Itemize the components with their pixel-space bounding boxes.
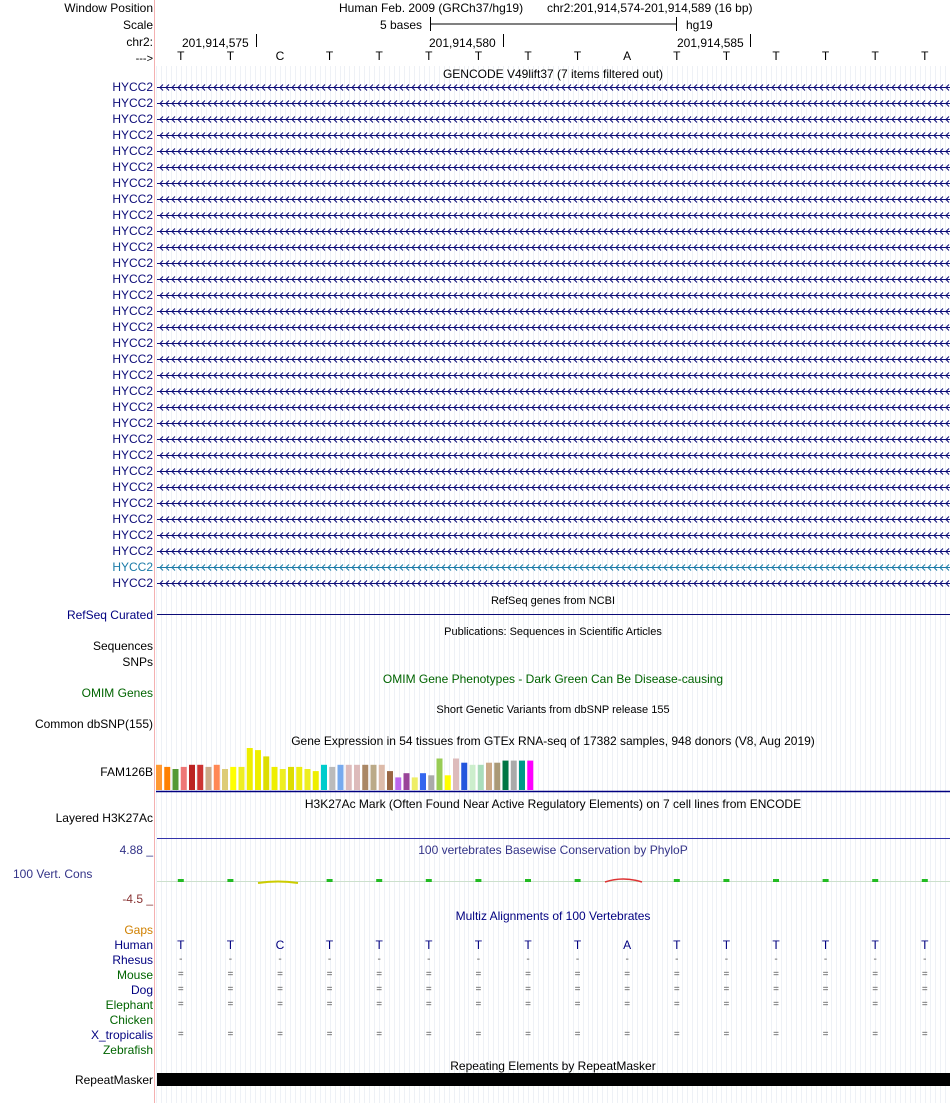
omim-track-title: OMIM Gene Phenotypes - Dark Green Can Be Disease-causing <box>382 672 724 686</box>
base-letter: T <box>524 49 532 63</box>
alignment-base: = <box>376 999 383 1010</box>
alignment-base: = <box>227 1029 234 1040</box>
gtex-tissue-bar <box>222 769 228 790</box>
gencode-gene-label: HYCC2 <box>112 320 153 334</box>
gtex-tissue-bar <box>511 761 517 790</box>
gtex-tissue-bar <box>486 763 492 790</box>
alignment-base: = <box>425 999 432 1010</box>
gencode-gene-label: HYCC2 <box>112 192 153 206</box>
alignment-base: - <box>327 954 332 965</box>
gtex-tissue-bar <box>255 750 261 790</box>
gencode-gene-label: HYCC2 <box>112 80 153 94</box>
alignment-base: = <box>723 1029 730 1040</box>
species-label: Dog <box>130 983 153 997</box>
species-label: Chicken <box>109 1013 153 1027</box>
alignment-base: = <box>872 999 879 1010</box>
gtex-tissue-bar <box>519 761 525 790</box>
gencode-gene-label: HYCC2 <box>112 224 153 238</box>
alignment-base: = <box>624 1029 631 1040</box>
alignment-base: = <box>773 1029 779 1040</box>
gencode-gene-label: HYCC2 <box>112 112 153 126</box>
alignment-base: = <box>872 984 879 995</box>
alignment-base: = <box>822 1029 829 1040</box>
assembly-short: hg19 <box>686 18 713 32</box>
omim-track-label[interactable]: OMIM Genes <box>81 686 153 700</box>
gtex-track-title: Gene Expression in 54 tissues from GTEx RNA-seq of 17382 samples, 948 donors (V8, Aug 2019) <box>291 734 815 748</box>
gtex-tissue-bar <box>453 759 459 791</box>
gencode-gene-label: HYCC2 <box>112 240 153 254</box>
gencode-gene-label: HYCC2 <box>112 144 153 158</box>
alignment-base: = <box>525 999 531 1010</box>
alignment-base: = <box>326 969 333 980</box>
alignment-base: = <box>822 969 829 980</box>
alignment-base: = <box>822 999 829 1010</box>
alignment-base: = <box>326 999 333 1010</box>
alignment-base: = <box>475 1029 482 1040</box>
gtex-tissue-bar <box>329 767 335 790</box>
phylop-score-mark <box>178 879 184 882</box>
alignment-base: = <box>326 984 333 995</box>
gencode-gene-label: HYCC2 <box>112 464 153 478</box>
gtex-tissue-bar <box>305 769 311 790</box>
alignment-base: = <box>425 969 432 980</box>
gencode-gene-label: HYCC2 <box>112 304 153 318</box>
chr-label: chr2: <box>126 35 153 49</box>
gtex-tissue-bar <box>354 765 360 790</box>
phylop-score-mark <box>525 879 531 882</box>
alignment-base: = <box>921 984 928 995</box>
gencode-gene-label: HYCC2 <box>112 528 153 542</box>
phylop-score-mark <box>773 879 779 882</box>
gtex-tissue-bar <box>387 771 393 790</box>
base-letter: T <box>673 49 681 63</box>
gtex-tissue-bar <box>296 767 302 790</box>
base-letter: T <box>573 49 582 63</box>
gtex-tissue-bar <box>437 759 443 791</box>
window-position-label: Window Position <box>64 1 153 15</box>
gtex-tissue-bar <box>156 765 162 790</box>
gencode-gene-label: HYCC2 <box>112 272 153 286</box>
scale-label: Scale <box>122 18 153 32</box>
alignment-base: A <box>623 938 632 952</box>
alignment-base: = <box>227 999 234 1010</box>
alignment-base: = <box>177 984 184 995</box>
gencode-gene-label: HYCC2 <box>112 256 153 270</box>
alignment-base: = <box>177 1029 184 1040</box>
alignment-base: = <box>773 999 779 1010</box>
alignment-base: = <box>673 969 680 980</box>
base-letter: T <box>921 49 929 63</box>
repeatmasker-block <box>157 1073 950 1086</box>
phylop-score-mark <box>922 879 928 882</box>
alignment-base: T <box>325 938 334 952</box>
sequences-track-label[interactable]: Sequences <box>92 639 153 653</box>
alignment-base: - <box>873 954 877 965</box>
alignment-base: = <box>277 969 283 980</box>
gtex-tissue-bar <box>428 775 434 790</box>
phylop-score-mark <box>227 879 233 882</box>
alignment-base: = <box>475 999 482 1010</box>
alignment-base: - <box>377 954 381 965</box>
alignment-base: = <box>921 999 928 1010</box>
gencode-gene-label: HYCC2 <box>112 128 153 142</box>
phylop-track-title: 100 vertebrates Basewise Conservation by PhyloP <box>418 843 688 857</box>
alignment-base: = <box>773 969 779 980</box>
phylop-score-mark <box>674 879 680 882</box>
alignment-base: - <box>179 954 183 965</box>
gtex-tissue-bar <box>404 773 410 790</box>
gtex-tissue-bar <box>371 765 377 790</box>
gtex-tissue-bar <box>395 777 401 790</box>
assembly-title: Human Feb. 2009 (GRCh37/hg19) <box>339 1 524 15</box>
gtex-tissue-bar <box>272 767 278 790</box>
alignment-base: = <box>921 1029 928 1040</box>
gencode-gene-label: HYCC2 <box>112 368 153 382</box>
gtex-tissue-bar <box>181 767 187 790</box>
alignment-base: = <box>525 969 531 980</box>
alignment-base: = <box>425 1029 432 1040</box>
phylop-track-label[interactable]: 100 Vert. Cons <box>13 867 93 881</box>
phylop-score-mark <box>376 879 382 882</box>
repeatmasker-track-label[interactable]: RepeatMasker <box>74 1073 153 1087</box>
alignment-base: = <box>475 984 482 995</box>
alignment-base: - <box>476 954 481 965</box>
alignment-base: = <box>723 999 730 1010</box>
species-label: X_tropicalis <box>90 1028 153 1042</box>
base-letter: T <box>474 49 483 63</box>
refseq-track-title: RefSeq genes from NCBI <box>490 595 616 607</box>
gtex-tissue-bar <box>173 769 179 790</box>
species-label: Human <box>114 938 153 952</box>
alignment-base: = <box>376 969 383 980</box>
h3k27ac-track-title: H3K27Ac Mark (Often Found Near Active Regulatory Elements) on 7 cell lines from ENCODE <box>304 797 802 811</box>
gencode-gene-label: HYCC2 <box>112 480 153 494</box>
alignment-base: = <box>624 984 631 995</box>
dbsnp-track-label[interactable]: Common dbSNP(155) <box>34 717 153 731</box>
species-label: Elephant <box>105 998 153 1012</box>
base-letter: T <box>722 49 731 63</box>
phylop-score-mark <box>327 879 333 882</box>
gtex-tissue-bar <box>189 765 195 790</box>
alignment-base: T <box>722 938 731 952</box>
gencode-gene-label: HYCC2 <box>112 96 153 110</box>
alignment-base: = <box>673 984 680 995</box>
alignment-base: = <box>177 999 184 1010</box>
base-letter: C <box>275 49 285 63</box>
alignment-base: = <box>921 969 928 980</box>
gtex-tissue-bar <box>239 767 245 790</box>
gtex-tissue-bar <box>230 767 236 790</box>
h3k27ac-track-label[interactable]: Layered H3K27Ac <box>55 811 153 825</box>
base-letter: T <box>772 49 780 63</box>
gtex-tissue-bar <box>420 773 426 790</box>
alignment-base: = <box>227 984 234 995</box>
gencode-gene-label: HYCC2 <box>112 432 153 446</box>
alignment-base: = <box>624 999 631 1010</box>
phylop-min-label: -4.5 _ <box>122 892 153 906</box>
dbsnp-track-title: Short Genetic Variants from dbSNP release 155 <box>436 704 670 716</box>
gtex-tissue-bar <box>346 765 352 790</box>
gtex-tissue-bar <box>214 765 220 790</box>
refseq-track-label[interactable]: RefSeq Curated <box>66 608 153 622</box>
alignment-base: = <box>376 984 383 995</box>
alignment-base: T <box>375 938 383 952</box>
alignment-base: - <box>526 954 530 965</box>
alignment-base: = <box>425 984 432 995</box>
species-label: Zebrafish <box>102 1043 153 1057</box>
alignment-base: T <box>573 938 582 952</box>
gencode-gene-label: HYCC2 <box>112 496 153 510</box>
alignment-base: = <box>475 969 482 980</box>
gtex-tissue-bar <box>263 756 269 790</box>
gencode-gene-label: HYCC2 <box>112 208 153 222</box>
scale-text: 5 bases <box>380 18 423 32</box>
gtex-tissue-bar <box>503 761 509 790</box>
gencode-gene-label: HYCC2 <box>112 160 153 174</box>
gtex-tissue-bar <box>321 765 327 790</box>
alignment-base: = <box>177 969 184 980</box>
alignment-base: - <box>823 954 828 965</box>
gtex-tissue-bar <box>478 765 484 790</box>
alignment-base: - <box>724 954 729 965</box>
alignment-base: - <box>427 954 431 965</box>
alignment-base: T <box>524 938 532 952</box>
multiz-track-title: Multiz Alignments of 100 Vertebrates <box>455 909 651 923</box>
alignment-base: = <box>723 984 730 995</box>
phylop-negative-mark <box>258 882 298 884</box>
alignment-base: - <box>625 954 629 965</box>
alignment-base: - <box>575 954 580 965</box>
base-letter: A <box>623 49 632 63</box>
alignment-base: = <box>673 1029 680 1040</box>
alignment-base: = <box>277 999 283 1010</box>
alignment-base: = <box>574 1029 581 1040</box>
alignment-base: T <box>871 938 879 952</box>
gencode-gene-label: HYCC2 <box>112 176 153 190</box>
phylop-score-mark <box>575 879 581 882</box>
repeatmasker-track-title: Repeating Elements by RepeatMasker <box>450 1059 656 1073</box>
alignment-base: = <box>773 984 779 995</box>
gtex-tissue-bar <box>313 771 319 790</box>
alignment-base: = <box>574 999 581 1010</box>
base-letter: T <box>375 49 383 63</box>
base-letter: T <box>325 49 334 63</box>
base-letter: T <box>821 49 830 63</box>
gaps-label[interactable]: Gaps <box>124 923 153 937</box>
gtex-tissue-bar <box>362 765 368 790</box>
alignment-base: - <box>774 954 778 965</box>
tick-label: 201,914,575 <box>182 36 249 50</box>
gencode-gene-label: HYCC2 <box>112 560 153 574</box>
alignment-base: = <box>872 1029 879 1040</box>
strand-arrow-label: ---> <box>135 53 153 65</box>
gencode-gene-label: HYCC2 <box>112 352 153 366</box>
gencode-track-title: GENCODE V49lift37 (7 items filtered out) <box>442 67 664 81</box>
gencode-gene-label: HYCC2 <box>112 544 153 558</box>
gencode-gene-label: HYCC2 <box>112 576 153 590</box>
gencode-gene-label: HYCC2 <box>112 400 153 414</box>
alignment-base: T <box>772 938 780 952</box>
alignment-base: T <box>425 938 433 952</box>
species-label: Rhesus <box>112 953 153 967</box>
region-title[interactable]: chr2:201,914,574-201,914,589 (16 bp) <box>547 1 753 15</box>
alignment-base: C <box>275 938 285 952</box>
gencode-gene-label: HYCC2 <box>112 288 153 302</box>
gencode-gene-label: HYCC2 <box>112 512 153 526</box>
gtex-tissue-bar <box>445 775 451 790</box>
gtex-tissue-bar <box>470 765 476 790</box>
publications-track-title: Publications: Sequences in Scientific Articles <box>444 626 662 638</box>
phylop-score-mark <box>723 879 729 882</box>
gtex-tissue-bar <box>164 767 170 790</box>
alignment-base: = <box>326 1029 333 1040</box>
alignment-base: = <box>277 1029 283 1040</box>
base-letter: T <box>177 49 185 63</box>
alignment-base: = <box>277 984 283 995</box>
alignment-base: - <box>278 954 282 965</box>
gtex-tissue-bar <box>338 765 344 790</box>
alignment-base: T <box>673 938 681 952</box>
base-letter: T <box>871 49 879 63</box>
alignment-base: T <box>226 938 235 952</box>
alignment-base: = <box>624 969 631 980</box>
alignment-base: = <box>574 984 581 995</box>
alignment-base: = <box>673 999 680 1010</box>
alignment-base: = <box>872 969 879 980</box>
tick-label: 201,914,585 <box>677 36 744 50</box>
gtex-tissue-bar <box>461 763 467 790</box>
tick-label: 201,914,580 <box>429 36 496 50</box>
gencode-gene-label: HYCC2 <box>112 336 153 350</box>
alignment-base: = <box>822 984 829 995</box>
alignment-base: = <box>376 1029 383 1040</box>
alignment-base: - <box>228 954 233 965</box>
phylop-score-mark <box>872 879 878 882</box>
gtex-tissue-bar <box>379 765 385 790</box>
gtex-tissue-bar <box>206 767 212 790</box>
gencode-gene-label: HYCC2 <box>112 384 153 398</box>
gtex-tissue-bar <box>494 763 500 790</box>
phylop-score-mark <box>426 879 432 882</box>
base-letter: T <box>226 49 235 63</box>
alignment-base: T <box>921 938 929 952</box>
gencode-gene-label: HYCC2 <box>112 448 153 462</box>
snps-track-label[interactable]: SNPs <box>122 655 153 669</box>
gtex-tissue-bar <box>197 765 203 790</box>
base-letter: T <box>425 49 433 63</box>
phylop-score-mark <box>823 879 829 882</box>
gtex-tissue-bar <box>527 761 533 790</box>
gtex-tissue-bar <box>247 748 253 790</box>
alignment-base: - <box>675 954 679 965</box>
gtex-gene-label[interactable]: FAM126B <box>100 765 153 779</box>
alignment-base: T <box>821 938 830 952</box>
gencode-gene-label: HYCC2 <box>112 416 153 430</box>
phylop-score-mark <box>475 879 481 882</box>
gtex-tissue-bar <box>280 769 286 790</box>
alignment-base: = <box>574 969 581 980</box>
alignment-base: = <box>525 1029 531 1040</box>
alignment-base: T <box>177 938 185 952</box>
alignment-base: = <box>723 969 730 980</box>
gtex-tissue-bar <box>288 767 294 790</box>
alignment-base: = <box>227 969 234 980</box>
species-label: Mouse <box>116 968 153 982</box>
alignment-base: - <box>923 954 927 965</box>
gtex-tissue-bar <box>412 777 418 790</box>
phylop-max-label: 4.88 _ <box>119 843 153 857</box>
alignment-base: T <box>474 938 483 952</box>
alignment-base: = <box>525 984 531 995</box>
